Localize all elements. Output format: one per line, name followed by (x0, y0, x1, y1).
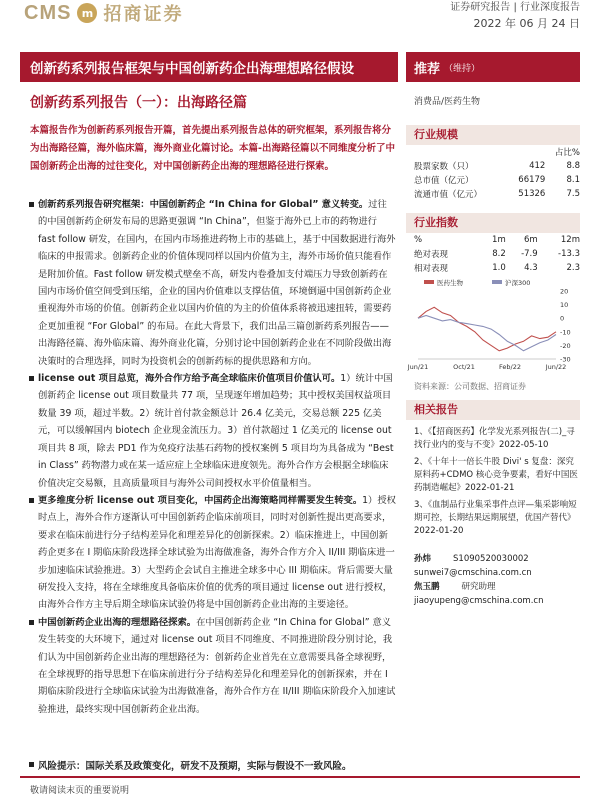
paragraph-lead: 更多维度分析 license out 项目变化，中国药企出海策略同样需要发生转变。 (38, 494, 363, 506)
legend-label: 医药生物 (437, 279, 463, 287)
report-title-bar (20, 52, 398, 82)
y-tick-label: -10 (560, 328, 571, 337)
industry-index-heading: 行业指数 (406, 213, 580, 233)
body-paragraph (30, 492, 396, 614)
y-tick-label: 0 (560, 314, 565, 323)
paragraph-lead: license out 项目总览，海外合作方给予高全球临床价值项目价值认可。 (38, 373, 341, 385)
report-title: 创新药系列报告框架与中国创新药企出海理想路径假设 (30, 61, 354, 77)
footer-divider (20, 776, 580, 778)
report-type: 证券研究报告 | 行业深度报告 (450, 2, 580, 13)
x-tick-label: Oct/21 (453, 363, 475, 371)
paragraph-text: 1）授权时点上，海外合作方逐渐认可中国创新药企临床前项目，同时对创新性提出更高要求，要求在临床前进行分子结构差异化和理差异化的创新探索。2）临床推进上，中国创新药企更多在 I 期临床阶段选择全球试验为出海做准备，海外合作方介入 II/III 期临床进一步加速临床试验推进。3）大型药企会试自主推进全球多中心 III 期临床。背后需要大量研发投入支持，将在全球维度具备临床价值的优秀的项目通过 license out 进行授权，由海外合作方主导后期全球临床试验仍将是中国创新药企业出海的主要途径。 (38, 494, 396, 611)
rating-bar (406, 52, 580, 82)
legend-swatch (424, 280, 434, 284)
industry-scale-table (414, 145, 580, 201)
y-tick-label: 20 (560, 287, 569, 296)
body-paragraph (30, 196, 396, 370)
table-row: 绝对表现 8.2 -7.9 -13.3 (414, 249, 580, 260)
pct-header: 占比% (554, 148, 580, 158)
rating-detail: （维持） (444, 63, 481, 74)
x-tick-label: Jun/22 (545, 363, 567, 371)
author-name: 孙炜 (414, 554, 432, 564)
logo-chinese: 招商证券 (103, 4, 184, 25)
paragraph-text: 过往的中国创新药企研发布局的思路更强调 “In China”，但鉴于海外已上市的药物进行 fast follow 研发，在国内，在国内市场推进药物上市的基础上，基于中国数据进行海外临床的申报需求。创新药企业的价值体现同样以国内价值为主，海外市场价值只能看作是附加价值。Fast follow 研发模式壁垒不高，研发内卷叠加支付端压力导致创新药在国内市场价值空间受到压缩，企业的国内价值难以支撑估值，环境倒逼中国创新药企业重视海外市场的价值。创新药企业以国内价值的为主的价值体系将被迅速扭转，需要药企更加重视 “For Global” 的布局。在此大背景下，我们出品三篇创新药系列报告——出海路径篇、海外临床篇、海外商业化篇，分别讨论中国创新药企业在不同阶段做出海决策时的合理选择，同时为投资机会的创新药标的提供思路和方向。 (38, 199, 396, 367)
related-reports-list (414, 426, 580, 538)
body-paragraph (30, 370, 396, 492)
report-date: 2022 年 06 月 24 日 (473, 17, 580, 30)
authors (414, 552, 580, 608)
author-email[interactable]: jiaoyupeng@cmschina.com.cn (414, 596, 544, 606)
logo-latin: CMS (24, 1, 72, 24)
author-row (414, 552, 580, 566)
table-row: 流通市值（亿元） 51326 7.5 (414, 189, 580, 200)
footer-note: 敬请阅读末页的重要说明 (30, 786, 130, 796)
paragraph-text: 在中国创新药企业 “In China for Global” 意义发生转变的大环境下，通过对 license out 项目不同维度、不同推进阶段分别讨论，我们认为中国创新药企业出海的理想路径为：创新药企业首先在立意需要具备全球视野，在全球视野的指导思想下在临床前进行分子结构差异化和理差异化的创新探索，并在 I 期临床阶段进行全球临床试验为出海做准备，海外合作方在 II/III 期临床阶段介入加速试验推进，最终实现中国创新药企业出海。 (38, 616, 396, 715)
x-tick-label: Feb/22 (499, 363, 521, 371)
index-chart (407, 277, 580, 381)
list-item[interactable]: 1、《【招商医药】化学发光系列报告(二)_寻找行业内的变与不变》2022-05-10 (414, 427, 575, 450)
body-text (30, 196, 396, 718)
legend-label: 沪深300 (505, 279, 531, 287)
table-row: 股票家数（只） 412 8.8 (414, 161, 580, 172)
logo-mark-icon: m (77, 3, 97, 23)
author-id: S1090520030002 (453, 554, 529, 564)
risk-warning: 风险提示：国际关系及政策变化，研发不及预期，实际与假设不一致风险。 (30, 758, 352, 772)
paragraph-lead: 中国创新药企业出海的理想路径探索。 (38, 616, 197, 628)
sidebar (406, 88, 580, 608)
industry-scale-heading: 行业规模 (406, 125, 580, 145)
legend-swatch (492, 280, 502, 284)
y-tick-label: -20 (560, 341, 571, 350)
company-logo (24, 0, 183, 26)
author-role: 研究助理 (461, 582, 496, 592)
related-reports-heading: 相关报告 (406, 400, 580, 420)
list-item[interactable]: 2、《十年十一倍长牛股 Divi' s 复盘：深究原料药+CDMO 核心竞争要素，看好中国医药制造崛起》2022-01-21 (414, 457, 578, 493)
list-item[interactable]: 3、《血制品行业集采事件点评—集采影响短期可控，长期结果远期展望，优国产替代》2022-01-20 (414, 500, 577, 536)
abstract: 本篇报告作为创新药系列报告开篇，首先提出系列报告总体的研究框架，系列报告将分为出海路径篇，海外临床篇，海外商业化篇讨论。本篇-出海路径篇以不同维度分析了中国创新药企出海的过往变化，对中国创新药企出海的理想路径进行探索。 (30, 125, 395, 172)
paragraph-text: 1）统计中国创新药企 license out 项目数量共 77 项，呈现逐年增加趋势；其中授权美国权益项目数量 39 项，超过半数。2）统计首付款金额总计 26.4 亿美元，交易总额 225 亿美元，可以缓解国内 biotech 企业现金流压力。3）首付款超过 1 亿美元的 license out 项目共 8 项，除去 PD1 作为免疫疗法基石药物的授权案例 5 项目均为具备成为 “Best in Class” 药物潜力或在某一适应症上全球临床进度领先。海外合作方会根据全球临床价值决定交易额，且高质量项目与海外公司间授权水平价值量相当。 (38, 373, 394, 489)
paragraph-lead: 创新药系列报告研究框架：中国创新药企 “In China for Global” 意义转变。 (38, 199, 369, 210)
body-paragraph (30, 614, 396, 718)
author-name: 焦玉鹏 (414, 582, 440, 592)
page-header (0, 0, 600, 40)
author-email[interactable]: sunwei7@cmschina.com.cn (414, 568, 532, 578)
index-chart-svg (407, 277, 580, 377)
industry-index-table (414, 233, 580, 275)
table-row: 相对表现 1.0 4.3 2.3 (414, 263, 580, 274)
x-tick-label: Jun/21 (407, 363, 429, 371)
rating-label: 推荐 (414, 61, 441, 77)
header-meta (450, 0, 580, 32)
y-tick-label: -30 (560, 355, 571, 364)
table-row: 总市值（亿元） 66179 8.1 (414, 175, 580, 186)
author-row (414, 580, 580, 594)
y-tick-label: 10 (560, 301, 569, 310)
report-subtitle: 创新药系列报告（一）：出海路径篇 (30, 95, 247, 111)
chart-source: 资料来源：公司数据、招商证券 (414, 382, 526, 391)
table-header-row: % 1m 6m 12m (414, 235, 580, 245)
series-line (418, 307, 556, 351)
series-line (418, 316, 556, 351)
sector-label: 消费品/医药生物 (414, 97, 481, 107)
